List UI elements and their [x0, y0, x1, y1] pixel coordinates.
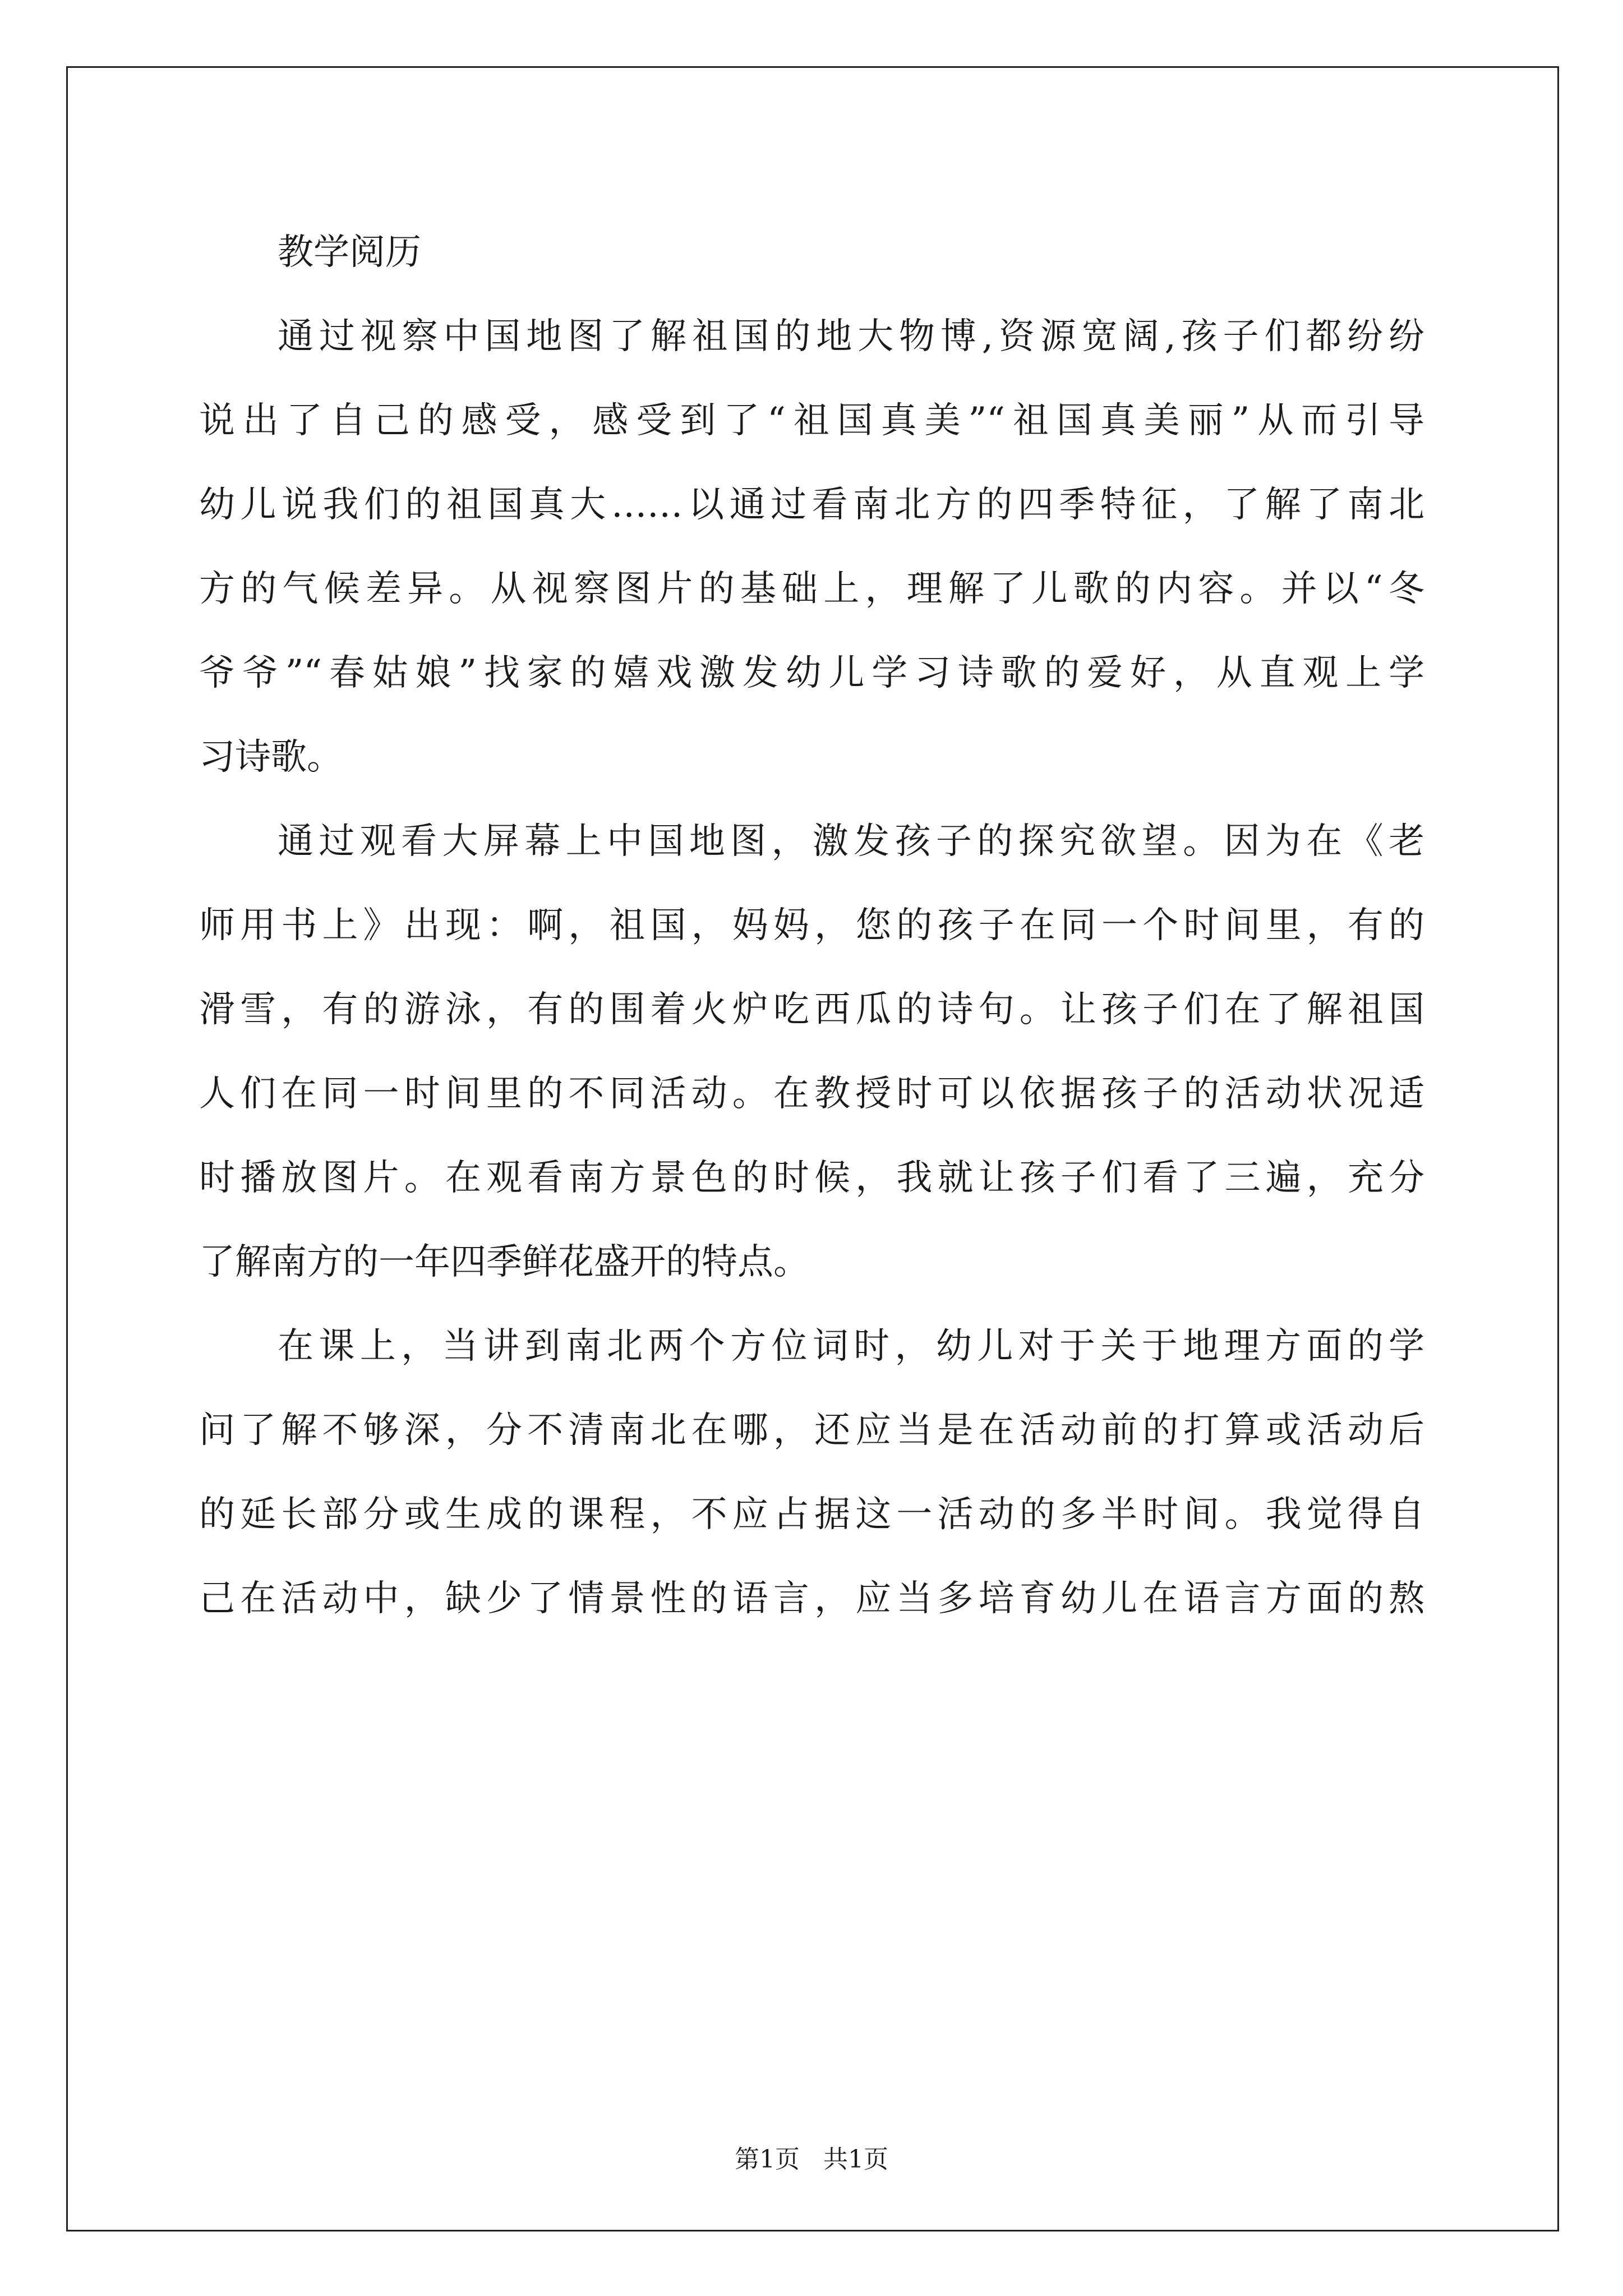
paragraph-line: 人们在同一时间里的不同活动。在教授时可以依据孩子的活动状况适: [199, 1073, 1424, 1115]
paragraph-line: 了解南方的一年四季鲜花盛开的特点。: [199, 1241, 809, 1283]
paragraph-line: 师用书上》出现：啊，祖国，妈妈，您的孩子在同一个时间里，有的: [199, 905, 1424, 946]
paragraph-line: 通过视察中国地图了解祖国的地大物博,资源宽阔,孩子们都纷纷: [278, 316, 1424, 357]
paragraph-line: 爷爷”“春姑娘”找家的嬉戏激发幼儿学习诗歌的爱好，从直观上学: [199, 652, 1424, 694]
paragraph-line: 幼儿说我们的祖国真大……以通过看南北方的四季特征，了解了南北: [199, 484, 1424, 526]
paragraph-line: 在课上，当讲到南北两个方位词时，幼儿对于关于地理方面的学: [278, 1326, 1424, 1367]
paragraph-line: 问了解不够深，分不清南北在哪，还应当是在活动前的打算或活动后: [199, 1410, 1424, 1451]
paragraph-line: 的延长部分或生成的课程，不应占据这一活动的多半时间。我觉得自: [199, 1494, 1424, 1535]
document-body: [199, 210, 1424, 1641]
paragraph-line: 方的气候差异。从视察图片的基础上，理解了儿歌的内容。并以“冬: [199, 568, 1424, 610]
paragraph-line: 通过观看大屏幕上中国地图，激发孩子的探究欲望。因为在《老: [278, 821, 1424, 862]
page-footer: 第1页 共1页: [735, 2145, 888, 2174]
document-heading: 教学阅历: [278, 232, 421, 273]
paragraph-3: [199, 1304, 1424, 1641]
paragraph-line: 己在活动中，缺少了情景性的语言，应当多培育幼儿在语言方面的熬: [199, 1578, 1424, 1619]
paragraph-line: 说出了自己的感受，感受到了“祖国真美”“祖国真美丽”从而引导: [199, 400, 1424, 441]
paragraph-line: 习诗歌。: [199, 737, 343, 778]
paragraph-1: [199, 295, 1424, 799]
paragraph-line: 时播放图片。在观看南方景色的时候，我就让孩子们看了三遍，充分: [199, 1157, 1424, 1199]
paragraph-2: [199, 799, 1424, 1304]
paragraph-line: 滑雪，有的游泳，有的围着火炉吃西瓜的诗句。让孩子们在了解祖国: [199, 989, 1424, 1030]
